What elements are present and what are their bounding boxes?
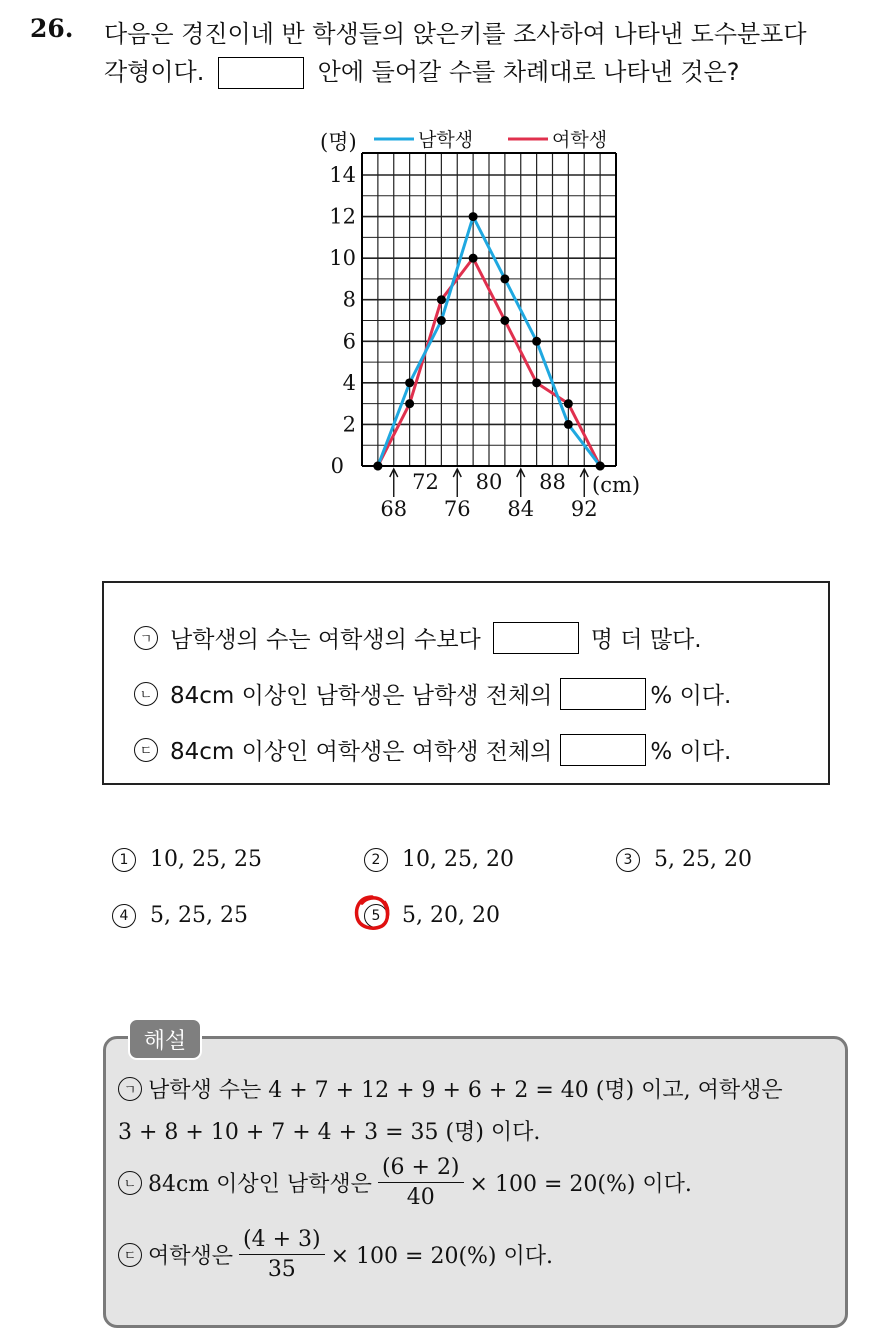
- data-point: [532, 378, 541, 387]
- data-point: [469, 254, 478, 263]
- explanation-line-4-after: × 100 = 20(%) 이다.: [330, 1244, 554, 1269]
- data-point: [532, 337, 541, 346]
- choice-4-text: 5, 25, 25: [150, 903, 248, 928]
- x-tick-label: 80: [475, 470, 503, 494]
- explanation-tag: 해설: [128, 1018, 202, 1060]
- choice-4-number: 4: [112, 904, 136, 928]
- choice-5-number: 5: [364, 904, 388, 928]
- statement-1-before: 남학생의 수는 여학생의 수보다: [170, 627, 481, 653]
- data-point: [437, 316, 446, 325]
- x-tick-label: 76: [443, 497, 471, 521]
- statement-2-after: % 이다.: [650, 683, 732, 709]
- data-point: [500, 316, 509, 325]
- explanation-line-1: [118, 1073, 783, 1104]
- frequency-polygon-chart: [0, 0, 884, 560]
- choice-1-number: 1: [112, 848, 136, 872]
- explanation-marker-2: ㄴ: [118, 1171, 142, 1195]
- y-tick-label: 8: [342, 287, 356, 312]
- choice-1-text: 10, 25, 25: [150, 847, 262, 872]
- question-line-1: 다음은 경진이네 반 학생들의 앉은키를 조사하여 나타낸 도수분포다: [104, 20, 807, 48]
- fraction-2-denominator: 35: [267, 1257, 296, 1282]
- y-tick-label: 12: [329, 204, 356, 229]
- explanation-line-2: 3 + 8 + 10 + 7 + 4 + 3 = 35 (명) 이다.: [118, 1120, 541, 1145]
- choice-3-text: 5, 25, 20: [654, 847, 752, 872]
- y-axis-label: (명): [320, 130, 357, 154]
- question-line-2-before: 각형이다.: [104, 58, 205, 86]
- legend-label-female: 여학생: [552, 129, 608, 151]
- y-tick-label: 6: [342, 329, 356, 354]
- question-number: 26.: [30, 14, 74, 43]
- fraction-2-numerator: (4 + 3): [239, 1227, 325, 1255]
- x-tick-label: 92: [570, 497, 598, 521]
- x-tick-label: 88: [539, 470, 566, 494]
- choice-2-number: 2: [364, 848, 388, 872]
- explanation-line-1-text: 남학생 수는 4 + 7 + 12 + 9 + 6 + 2 = 40 (명) 이고, 여학생은: [148, 1078, 783, 1103]
- question-line-2-after: 안에 들어갈 수를 차례대로 나타낸 것은?: [317, 58, 740, 86]
- chart-legend: [374, 129, 607, 151]
- statement-3: [134, 733, 731, 766]
- statement-1-after: 명 더 많다.: [590, 627, 702, 653]
- explanation-fraction-2: [239, 1227, 325, 1282]
- explanation-line-4: [118, 1227, 553, 1282]
- data-point: [596, 462, 605, 471]
- choice-2[interactable]: [364, 847, 514, 872]
- explanation-marker-1: ㄱ: [118, 1077, 142, 1101]
- data-point: [564, 399, 573, 408]
- y-tick-label: 0: [330, 454, 344, 478]
- data-point: [469, 212, 478, 221]
- fraction-1-numerator: (6 + 2): [378, 1155, 464, 1183]
- statement-3-blank: [560, 734, 646, 766]
- choice-5-text: 5, 20, 20: [402, 903, 500, 928]
- statement-2-marker: ㄴ: [134, 682, 158, 706]
- explanation-line-4-before: 여학생은: [148, 1244, 234, 1269]
- choice-2-text: 10, 25, 20: [402, 847, 514, 872]
- choice-3[interactable]: [616, 847, 752, 872]
- statement-3-after: % 이다.: [650, 739, 732, 765]
- choice-4[interactable]: [112, 903, 248, 928]
- data-point: [405, 399, 414, 408]
- explanation-box: [103, 1036, 848, 1328]
- statement-1-blank: [493, 622, 579, 654]
- x-axis-label: (cm): [592, 473, 641, 497]
- data-point: [500, 274, 509, 283]
- explanation-line-3: [118, 1155, 692, 1210]
- explanation-line-3-before: 84cm 이상인 남학생은: [148, 1172, 372, 1197]
- statement-1-marker: ㄱ: [134, 626, 158, 650]
- y-tick-label: 2: [342, 412, 356, 437]
- explanation-marker-3: ㄷ: [118, 1243, 142, 1267]
- x-tick-label: 72: [412, 470, 439, 494]
- y-tick-label: 14: [329, 163, 356, 187]
- data-point: [373, 462, 382, 471]
- y-tick-label: 4: [342, 370, 356, 395]
- fraction-1-denominator: 40: [406, 1185, 435, 1210]
- y-tick-label: 10: [329, 246, 356, 271]
- data-point: [405, 378, 414, 387]
- data-point: [437, 295, 446, 304]
- data-point: [564, 420, 573, 429]
- statement-3-before: 84cm 이상인 여학생은 여학생 전체의: [170, 739, 553, 765]
- statement-2: [134, 677, 731, 710]
- explanation-line-3-after: × 100 = 20(%) 이다.: [469, 1172, 692, 1197]
- choice-3-number: 3: [616, 848, 640, 872]
- statement-3-marker: ㄷ: [134, 738, 158, 762]
- statement-2-blank: [560, 678, 646, 710]
- selected-answer-circle-mark: [352, 893, 392, 933]
- statement-box: [102, 581, 830, 785]
- legend-label-male: 남학생: [418, 129, 474, 151]
- x-tick-label: 84: [507, 497, 535, 521]
- statement-2-before: 84cm 이상인 남학생은 남학생 전체의: [170, 683, 553, 709]
- statement-1: [134, 621, 702, 654]
- explanation-fraction-1: [378, 1155, 464, 1210]
- x-tick-label: 68: [380, 497, 408, 521]
- choice-1[interactable]: [112, 847, 262, 872]
- chart-ticks: [320, 130, 640, 521]
